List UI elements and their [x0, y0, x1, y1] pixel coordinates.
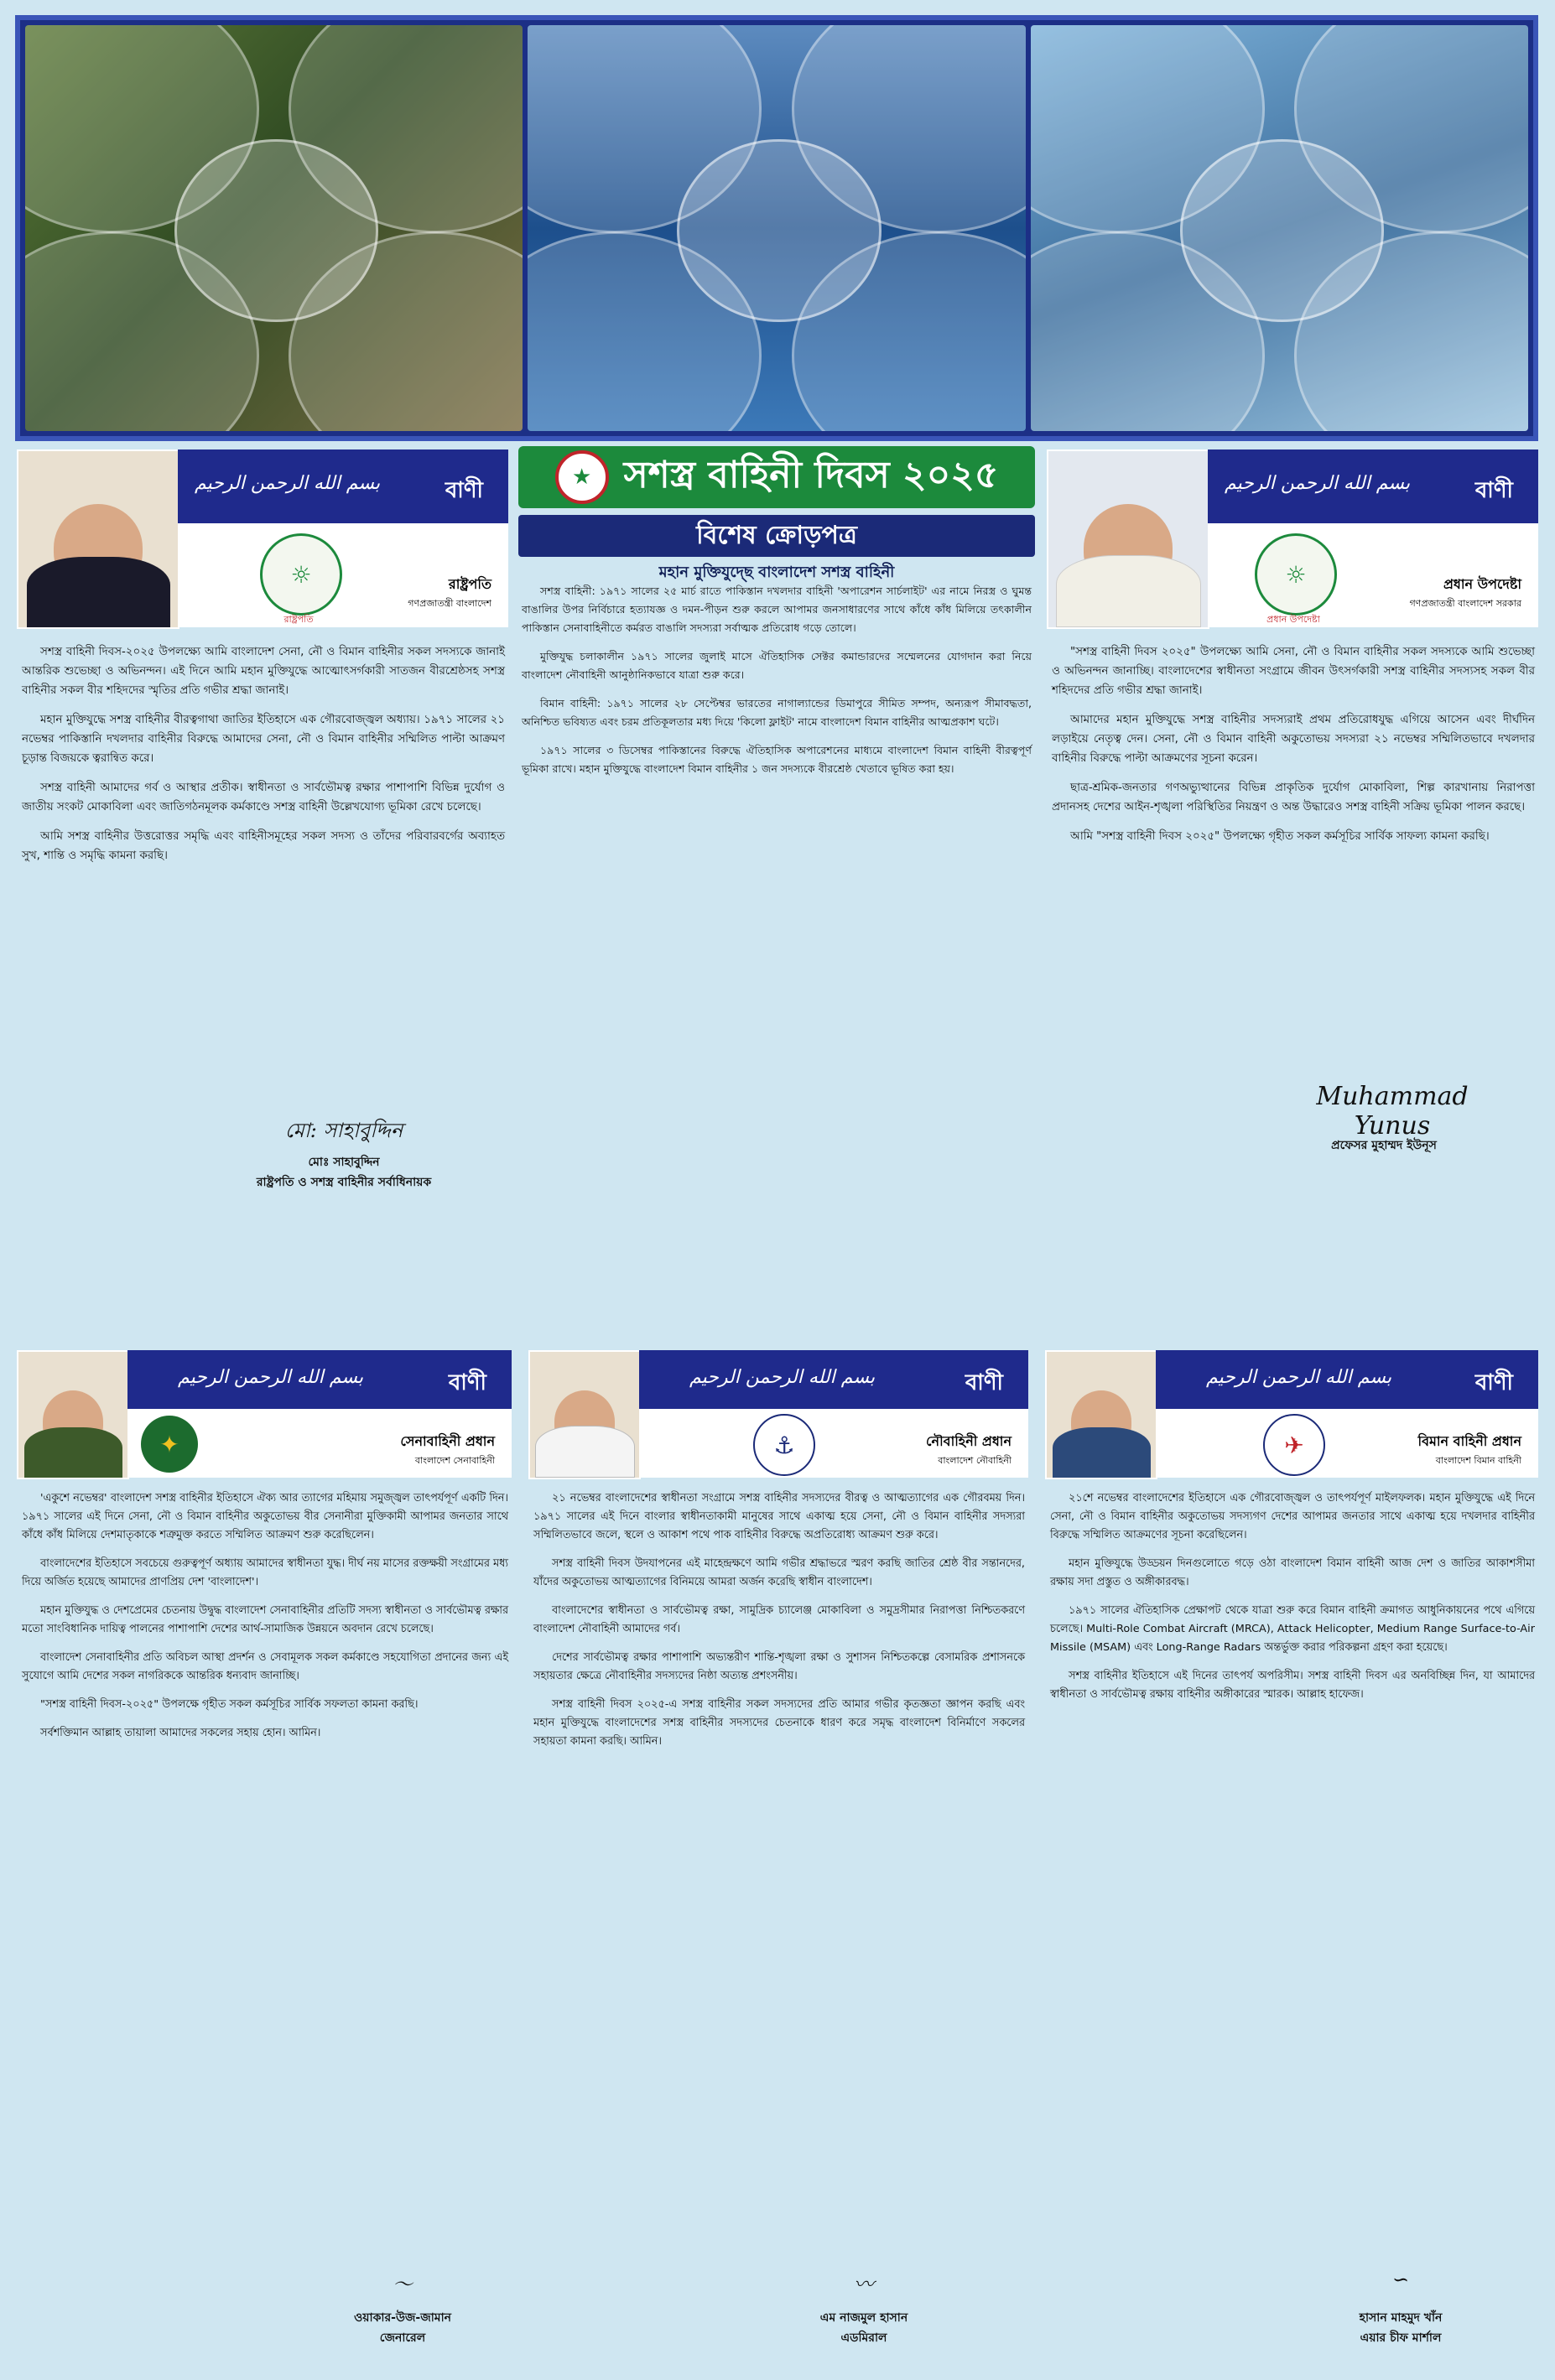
adviser-photo — [1047, 449, 1209, 629]
armed-forces-emblem-icon: ★ — [555, 450, 609, 504]
navy-chief-role: নৌবাহিনী প্রধান বাংলাদেশ নৌবাহিনী — [926, 1433, 1012, 1466]
banner-panel-airforce — [1031, 25, 1528, 431]
page-subtitle: বিশেষ ক্রোড়পত্র — [518, 515, 1035, 557]
adviser-name: প্রফেসর মুহাম্মদ ইউনূস — [1331, 1139, 1437, 1152]
navy-header — [528, 1350, 1028, 1478]
adviser-message-body: "সশস্ত্র বাহিনী দিবস ২০২৫" উপলক্ষ্যে আমি সেনা, নৌ ও বিমান বাহিনীর সকল সদস্যকে আমি শুভেচ্ছা ও অভিনন্দন জানাচ্ছি। বাংলাদেশের স্বাধীনতা সংগ্রামে জীবন উৎসর্গকারী সশস্ত্র বাহিনীর সদস্যসহ সকল বীর শহিদদের প্রতি গভীর শ্রদ্ধা জানাই। আমাদের মহান মুক্তিযুদ্ধে সশস্ত্র বাহিনীর সদস্যরাই প্রথম প্রতিরোধযুদ্ধ এগিয়ে আসেন এবং দীর্ঘদিন লড়াইয়ে নেতৃত্ব দেন। সেনা, নৌ ও বিমান বাহিনী অকুতোভয় সদস্যরা ২১ নভেম্বর সম্মিলিতভাবে দখলদার বাহিনীর বিরুদ্ধে পাল্টা আক্রমণের সূচনা করেন। ছাত্র-শ্রমিক-জনতার গণঅভ্যুত্থানের বিভিন্ন প্রাকৃতিক দুর্যোগ মোকাবিলা, শিল্প কারখানায় নিরাপত্তা প্রদানসহ দেশের আইন-শৃঙ্খলা পরিস্থিতির নিয়ন্ত্রণ ও অন্ত উদ্ধারেও সশস্ত্র বাহিনী সক্রিয় ভূমিকা পালন করছে। আমি "সশস্ত্র বাহিনী দিবস ২০২৫" উপলক্ষ্যে গৃহীত সকল কর্মসূচির সার্বিক সাফল্য কামনা করছি। — [1052, 646, 1535, 843]
seal-label: প্রধান উপদেষ্টা — [1266, 614, 1320, 625]
president-header — [17, 449, 508, 627]
army-chief-role: সেনাবাহিনী প্রধান বাংলাদেশ সেনাবাহিনী — [400, 1433, 495, 1466]
army-chief-signature: 〜 — [393, 2273, 413, 2296]
message-header-bar — [1208, 449, 1538, 523]
navy-chief-signature: 〰 — [854, 2273, 874, 2296]
army-message-body: 'একুশে নভেম্বর' বাংলাদেশ সশস্ত্র বাহিনীর ইতিহাসে ঐক্য আর ত্যাগের মহিমায় সমুজ্জ্বল তাৎপর্যপূর্ণ একটি দিন। ১৯৭১ সালের এই দিনে সেনা, নৌ ও বিমান বাহিনীর অকুতোভয় বীর সেনানীরা মুক্তিকামী আপামর জনতার সাথে কাঁধে কাঁধ মিলিয়ে দেশমাতৃকাকে শত্রুমুক্ত করতে সম্মিলিত আক্রমণ শুরু করেছিলেন। বাংলাদেশের ইতিহাসে সবচেয়ে গুরুত্বপূর্ণ অধ্যায় আমাদের স্বাধীনতা যুদ্ধ। দীর্ঘ নয় মাসের রক্তক্ষয়ী সংগ্রামের মধ্য দিয়ে অর্জিত হয়েছে আমাদের প্রাণপ্রিয় দেশ 'বাংলাদেশ'। মহান মুক্তিযুদ্ধ ও দেশপ্রেমের চেতনায় উদ্বুদ্ধ বাংলাদেশ সেনাবাহিনীর প্রতিটি সদস্য স্বাধীনতা ও সার্বভৌমত্ব রক্ষার মতো সাংবিধানিক দায়িত্ব পালনের পাশাপাশি দেশের আর্থ-সামাজিক উন্নয়নে অবদান রেখে চলেছে। বাংলাদেশ সেনাবাহিনীর প্রতি অবিচল আস্থা প্রদর্শন ও সেবামূলক সকল কর্মকাণ্ডে সহযোগিতা প্রদানের জন্য এই সুযোগে আমি দেশের সকল নাগরিককে আন্তরিক ধন্যবাদ জানাচ্ছি। "সশস্ত্র বাহিনী দিবস-২০২৫" উপলক্ষে গৃহীত সকল কর্মসূচির সার্বিক সফলতা কামনা করছি। সর্বশক্তিমান আল্লাহ তায়ালা আমাদের সকলের সহায় হোন। আমিন। — [22, 1492, 508, 1739]
army-seal-icon: ✦ — [141, 1416, 198, 1473]
airforce-chief-name: হাসান মাহমুদ খাঁন এয়ার চীফ মার্শাল — [1359, 2311, 1443, 2345]
airforce-chief-role: বিমান বাহিনী প্রধান বাংলাদেশ বিমান বাহিনী — [1417, 1433, 1521, 1466]
bismillah-calligraphy: بسم الله الرحمن الرحيم — [195, 473, 381, 494]
airforce-chief-photo — [1045, 1350, 1157, 1479]
airforce-chief-signature: ∽ — [1391, 2268, 1410, 2291]
article-heading: মহান মুক্তিযুদ্ছে বাংলাদেশ সশস্ত্র বাহিনী — [658, 564, 895, 581]
bismillah-calligraphy: بسم الله الرحمن الرحيم — [689, 1367, 876, 1388]
president-message-body: সশস্ত্র বাহিনী দিবস-২০২৫ উপলক্ষ্যে আমি বাংলাদেশ সেনা, নৌ ও বিমান বাহিনীর সকল সদস্যকে জানাই আন্তরিক শুভেচ্ছা ও অভিনন্দন। এই দিনে আমি মহান মুক্তিযুদ্ধে আত্মোৎসর্গকারী সাতজন বীরশ্রেষ্ঠসহ সশস্ত্র বাহিনীর সকল বীর শহিদদের স্মৃতির প্রতি গভীর শ্রদ্ধা জানাই। মহান মুক্তিযুদ্ধে সশস্ত্র বাহিনীর বীরত্বগাথা জাতির ইতিহাসে এক গৌরবোজ্জ্বল অধ্যায়। ১৯৭১ সালের ২১ নভেম্বর পাকিস্তানি দখলদার বাহিনীর বিরুদ্ধে আমাদের সেনা, নৌ ও বিমান বাহিনীর সম্মিলিত পাল্টা আক্রমণ চূড়ান্ত বিজয়কে ত্বরান্বিত করে। সশস্ত্র বাহিনী আমাদের গর্ব ও আস্থার প্রতীক। স্বাধীনতা ও সার্বভৌমত্ব রক্ষার পাশাপাশি বিভিন্ন দুর্যোগ ও জাতীয় সংকট মোকাবিলা এবং জাতিগঠনমূলক কর্মকাণ্ডে সশস্ত্র বাহিনী উল্লেখযোগ্য ভূমিকা রেখে চলেছে। আমি সশস্ত্র বাহিনীর উত্তরোত্তর সমৃদ্ধি এবং বাহিনীসমূহের সকল সদস্য ও তাঁদের পরিবারবর্গের অব্যাহত সুখ, শান্তি ও সমৃদ্ধি কামনা করছি। — [22, 646, 505, 862]
president-signature: মো: সাহাবুদ্দিন — [284, 1119, 403, 1142]
navy-anchor-icon: ⚓ — [753, 1414, 815, 1476]
army-chief-name: ওয়াকার-উজ-জামান জেনারেল — [354, 2311, 451, 2345]
bismillah-calligraphy: بسم الله الرحمن الرحيم — [1225, 473, 1411, 494]
photo-banner — [15, 15, 1538, 441]
adviser-signature: Muhammad Yunus — [1316, 1082, 1469, 1141]
army-header — [17, 1350, 512, 1478]
adviser-seal-icon: ☼ — [1255, 533, 1337, 616]
adviser-header — [1047, 449, 1538, 627]
bani-label: বাণী — [445, 478, 483, 503]
airforce-message-body: ২১শে নভেম্বর বাংলাদেশের ইতিহাসে এক গৌরবোজ্জ্বল ও তাৎপর্যপূর্ণ মাইলফলক। মহান মুক্তিযুদ্ধে এই দিনে সেনা, নৌ ও বিমান বাহিনীর অকুতোভয় সদস্যগণ দেশের আপামর জনতার সাথে একাত্ম হয়ে দখলদার বাহিনীর বিরুদ্ধে সম্মিলিত আক্রমণের সূচনা করেছিলেন। মহান মুক্তিযুদ্ধে উড্ডয়ন দিনগুলোতে গড়ে ওঠা বাংলাদেশ বিমান বাহিনী আজ দেশ ও জাতির আকাশসীমা রক্ষায় সদা প্রস্তুত ও অঙ্গীকারবদ্ধ। ১৯৭১ সালের ঐতিহাসিক প্রেক্ষাপট থেকে যাত্রা শুরু করে বিমান বাহিনী ক্রমাগত আধুনিকায়নের পথে এগিয়ে চলেছে। Multi-Role Combat Aircraft (MRCA), Attack Helicopter, Medium Range Surface-to-Air Missile (MSAM) এবং Long-Range Radars অন্তর্ভুক্ত করার পরিকল্পনা গ্রহণ করা হয়েছে। সশস্ত্র বাহিনীর ইতিহাসে এই দিনের তাৎপর্য অপরিসীম। সশস্ত্র বাহিনী দিবস এর অনবিচ্ছিন্ন দিন, যা আমাদের স্বাধীনতা ও সার্বভৌমত্ব রক্ষায় বাহিনীর অঙ্গীকারের স্মারক। আল্লাহ হাফেজ। — [1050, 1492, 1535, 1701]
president-name: মোঃ সাহাবুদ্দিন রাষ্ট্রপতি ও সশস্ত্র বাহিনীর সর্বাধিনায়ক — [256, 1156, 432, 1189]
page-title-box — [518, 446, 1035, 508]
banner-panel-army — [25, 25, 523, 431]
bani-label: বাণী — [1474, 478, 1513, 503]
bani-label: বাণী — [448, 1370, 486, 1395]
bismillah-calligraphy: بسم الله الرحمن الرحيم — [1206, 1367, 1392, 1388]
bismillah-calligraphy: بسم الله الرحمن الرحيم — [178, 1367, 364, 1388]
message-header-bar — [639, 1350, 1028, 1409]
army-chief-photo — [17, 1350, 129, 1479]
airforce-eagle-icon: ✈ — [1263, 1414, 1325, 1476]
page-title: সশস্ত্র বাহিনী দিবস ২০২৫ — [623, 453, 999, 496]
president-photo — [17, 449, 179, 629]
bani-label: বাণী — [965, 1370, 1003, 1395]
navy-chief-name: এম নাজমুল হাসান এডমিরাল — [819, 2311, 908, 2345]
message-header-bar — [127, 1350, 512, 1409]
seal-label: রাষ্ট্রপতি — [283, 614, 314, 625]
article-body: সশস্ত্র বাহিনী: ১৯৭১ সালের ২৫ মার্চ রাতে পাকিস্তান দখলদার বাহিনী 'অপারেশন সার্চলাইট' এর নামে নিরস্ত্র ও ঘুমন্ত বাঙালির উপর নির্বিচারে হত্যাযজ্ঞ ও দমন-পীড়ন শুরু করলে আপামর জনসাধারণের সাথে কাঁধে কাঁধ মিলিয়ে তৎকালীন পাকিস্তান সেনাবাহিনীতে কর্মরত বাঙালি সদস্যরা সর্বাত্মক প্রতিরোধ গড়ে তোলে। মুক্তিযুদ্ধ চলাকালীন ১৯৭১ সালের জুলাই মাসে ঐতিহাসিক সেক্টর কমান্ডারদের সম্মেলনের যোগদান করা নিয়ে বাংলাদেশ নৌবাহিনী আনুষ্ঠানিকভাবে যাত্রা শুরু করে। বিমান বাহিনী: ১৯৭১ সালের ২৮ সেপ্টেম্বর ভারতের নাগাল্যান্ডের ডিমাপুরে সীমিত সম্পদ, অন্যরূপ সীমাবদ্ধতা, অনিশ্চিত ভবিষ্যত এবং চরম প্রতিকূলতার মধ্য দিয়ে 'কিলো ফ্লাইট' নামে বাংলাদেশ বিমান বাহিনীর আত্মপ্রকাশ ঘটে। ১৯৭১ সালের ৩ ডিসেম্বর পাকিস্তানের বিরুদ্ধে ঐতিহাসিক অপারেশনের মাধ্যমে বাংলাদেশ বিমান বাহিনী বীরত্বপূর্ণ ভূমিকা রাখে। মহান মুক্তিযুদ্ধে বাংলাদেশ বিমান বাহিনীর ১ জন সদস্যকে বীরশ্রেষ্ঠ খেতাবে ভূষিত করা হয়। — [522, 585, 1032, 775]
bani-label: বাণী — [1474, 1370, 1513, 1395]
airforce-header — [1045, 1350, 1538, 1478]
navy-message-body: ২১ নভেম্বর বাংলাদেশের স্বাধীনতা সংগ্রামে সশস্ত্র বাহিনীর সদস্যদের বীরত্ব ও আত্মত্যাগের এক গৌরবময় দিন। ১৯৭১ সালের এই দিনে বাংলার স্বাধীনতাকামী মানুষের সাথে একাত্ম হয়ে সেনা, নৌ ও বিমান বাহিনীর সদস্যরা সম্মিলিতভাবে জলে, স্থলে ও আকাশ পথে পাক বাহিনীর বিরুদ্ধে অপ্রতিরোধ্য আক্রমণ শুরু করে। সশস্ত্র বাহিনী দিবস উদযাপনের এই মাহেন্দ্রক্ষণে আমি গভীর শ্রদ্ধাভরে স্মরণ করছি জাতির শ্রেষ্ঠ বীর সন্তানদের, যাঁদের অকুতোভয় আত্মত্যাগের বিনিময়ে আমরা অর্জন করেছি স্বাধীন বাংলাদেশ। বাংলাদেশের স্বাধীনতা ও সার্বভৌমত্ব রক্ষা, সামুদ্রিক চ্যালেঞ্জ মোকাবিলা ও সমুদ্রসীমার নিরাপত্তা নিশ্চিতকরণে বাংলাদেশ নৌবাহিনী আমাদের গর্ব। দেশের সার্বভৌমত্ব রক্ষার পাশাপাশি অভ্যন্তরীণ শান্তি-শৃঙ্খলা রক্ষা ও সুশাসন নিশ্চিতকল্পে বেসামরিক প্রশাসনকে সহায়তার ক্ষেত্রে নৌবাহিনীর সদস্যদের নিষ্ঠা অত্যন্ত প্রশংসনীয়। সশস্ত্র বাহিনী দিবস ২০২৫-এ সশস্ত্র বাহিনীর সকল সদস্যদের প্রতি আমার গভীর কৃতজ্ঞতা জ্ঞাপন করছি এবং মহান মুক্তিযুদ্ধে বাংলাদেশের সশস্ত্র বাহিনীর সদস্যদের চেতনাকে ধারণ করে সমৃদ্ধ বাংলাদেশ বিনির্মাণে সকলের সহায়তা কামনা করছি। আমিন। — [533, 1492, 1025, 1748]
navy-chief-photo — [528, 1350, 641, 1479]
adviser-role: প্রধান উপদেষ্টা গণপ্রজাতন্ত্রী বাংলাদেশ সরকার — [1409, 576, 1521, 609]
banner-panel-navy — [528, 25, 1025, 431]
president-seal-icon: ☼ — [260, 533, 342, 616]
message-header-bar — [178, 449, 508, 523]
president-role: রাষ্ট্রপতি গণপ্রজাতন্ত্রী বাংলাদেশ — [408, 576, 491, 609]
message-header-bar — [1156, 1350, 1538, 1409]
